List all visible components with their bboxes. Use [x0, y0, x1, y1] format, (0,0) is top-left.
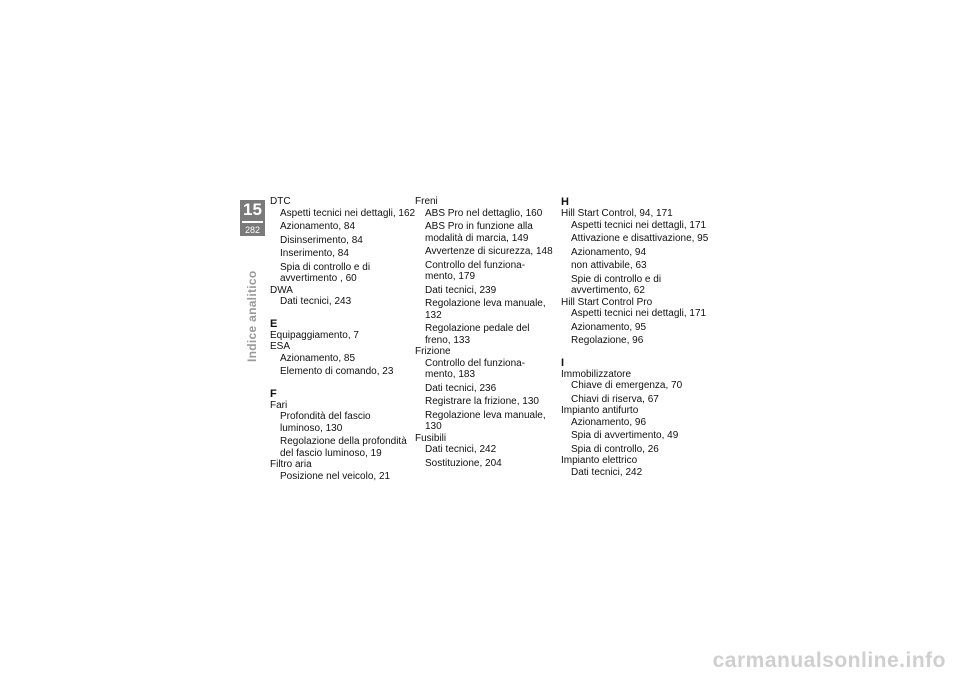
index-subentry: Spie di controllo e di avvertimento, 62	[571, 273, 662, 296]
index-term: Filtro aria	[270, 459, 312, 470]
index-subentry: Dati tecnici, 239	[425, 284, 497, 296]
index-subentry: Azionamento, 95	[571, 321, 647, 333]
index-term: Equipaggiamento, 7	[270, 329, 359, 341]
index-subentry: Dati tecnici, 236	[425, 382, 497, 394]
index-column-1	[270, 196, 420, 482]
index-subentry: Inserimento, 84	[280, 248, 349, 259]
index-subentry: Aspetti tecnici nei dettagli, 162	[280, 207, 416, 219]
index-subentry: Spia di avvertimento, 49	[571, 430, 679, 441]
page-number: 282	[244, 225, 261, 235]
index-subentry: Dati tecnici, 242	[425, 444, 497, 455]
index-subentry: Regolazione, 96	[571, 335, 644, 346]
index-subentry: Spia di controllo e di avvertimento , 60	[280, 261, 371, 284]
index-letter: F	[270, 387, 277, 400]
index-term: DWA	[270, 284, 293, 296]
index-term: DTC	[270, 196, 291, 207]
index-term: ESA	[270, 341, 291, 352]
index-subentry: Regolazione della profondità del fascio luminoso, 19	[280, 436, 407, 459]
index-term: Impianto elettrico	[561, 455, 638, 466]
index-letter: E	[270, 317, 278, 330]
index-subentry: Azionamento, 94	[571, 246, 647, 258]
index-subentry: Dati tecnici, 242	[571, 466, 643, 478]
index-subentry: Posizione nel veicolo, 21	[280, 470, 391, 482]
index-subentry: Regolazione leva manuale, 132	[425, 298, 546, 321]
index-subentry: Controllo del funziona- mento, 183	[425, 357, 526, 380]
index-column-3	[561, 196, 721, 478]
index-subentry: Azionamento, 96	[571, 416, 647, 428]
index-subentry: Elemento di comando, 23	[280, 366, 394, 377]
index-term: Frizione	[415, 346, 451, 357]
index-letter: I	[561, 356, 565, 369]
index-letter: H	[561, 196, 569, 208]
index-subentry: Chiave di emergenza, 70	[571, 380, 683, 391]
index-subentry: ABS Pro nel dettaglio, 160	[425, 207, 543, 219]
chapter-badge	[240, 200, 265, 236]
index-subentry: Dati tecnici, 243	[280, 296, 352, 307]
index-term: Impianto antifurto	[561, 405, 639, 416]
chapter-number: 15	[243, 200, 262, 219]
index-subentry: Controllo del funziona- mento, 179	[425, 259, 526, 282]
index-subentry: non attivabile, 63	[571, 260, 647, 271]
index-subentry: Disinserimento, 84	[280, 234, 363, 246]
index-subentry: Aspetti tecnici nei dettagli, 171	[571, 219, 707, 231]
index-subentry: Regolazione pedale del freno, 133	[425, 323, 530, 346]
index-subentry: Azionamento, 85	[280, 352, 356, 364]
index-term: Immobilizzatore	[561, 368, 632, 380]
index-subentry: ABS Pro in funzione alla modalità di marcia, 149	[425, 221, 533, 244]
index-subentry: Profondità del fascio luminoso, 130	[280, 411, 371, 434]
index-subentry: Azionamento, 84	[280, 221, 356, 232]
index-subentry: Sostituzione, 204	[425, 457, 502, 469]
badge-divider	[242, 221, 263, 223]
index-term: Hill Start Control, 94, 171	[561, 208, 673, 219]
index-subentry: Regolazione leva manuale, 130	[425, 409, 546, 432]
index-column-2	[415, 196, 565, 469]
index-term: Fusibili	[415, 432, 447, 444]
index-term: Freni	[415, 196, 438, 207]
index-subentry: Chiavi di riserva, 67	[571, 393, 659, 405]
watermark: carmanualsonline.info	[712, 649, 946, 672]
section-title: Indice analitico	[245, 270, 259, 362]
index-subentry: Spia di controllo, 26	[571, 443, 659, 455]
index-term: Fari	[270, 399, 288, 411]
index-subentry: Attivazione e disattivazione, 95	[571, 233, 709, 244]
index-subentry: Avvertenze di sicurezza, 148	[425, 246, 553, 257]
index-subentry: Aspetti tecnici nei dettagli, 171	[571, 308, 707, 319]
index-subentry: Registrare la frizione, 130	[425, 396, 539, 407]
index-term: Hill Start Control Pro	[561, 296, 653, 308]
